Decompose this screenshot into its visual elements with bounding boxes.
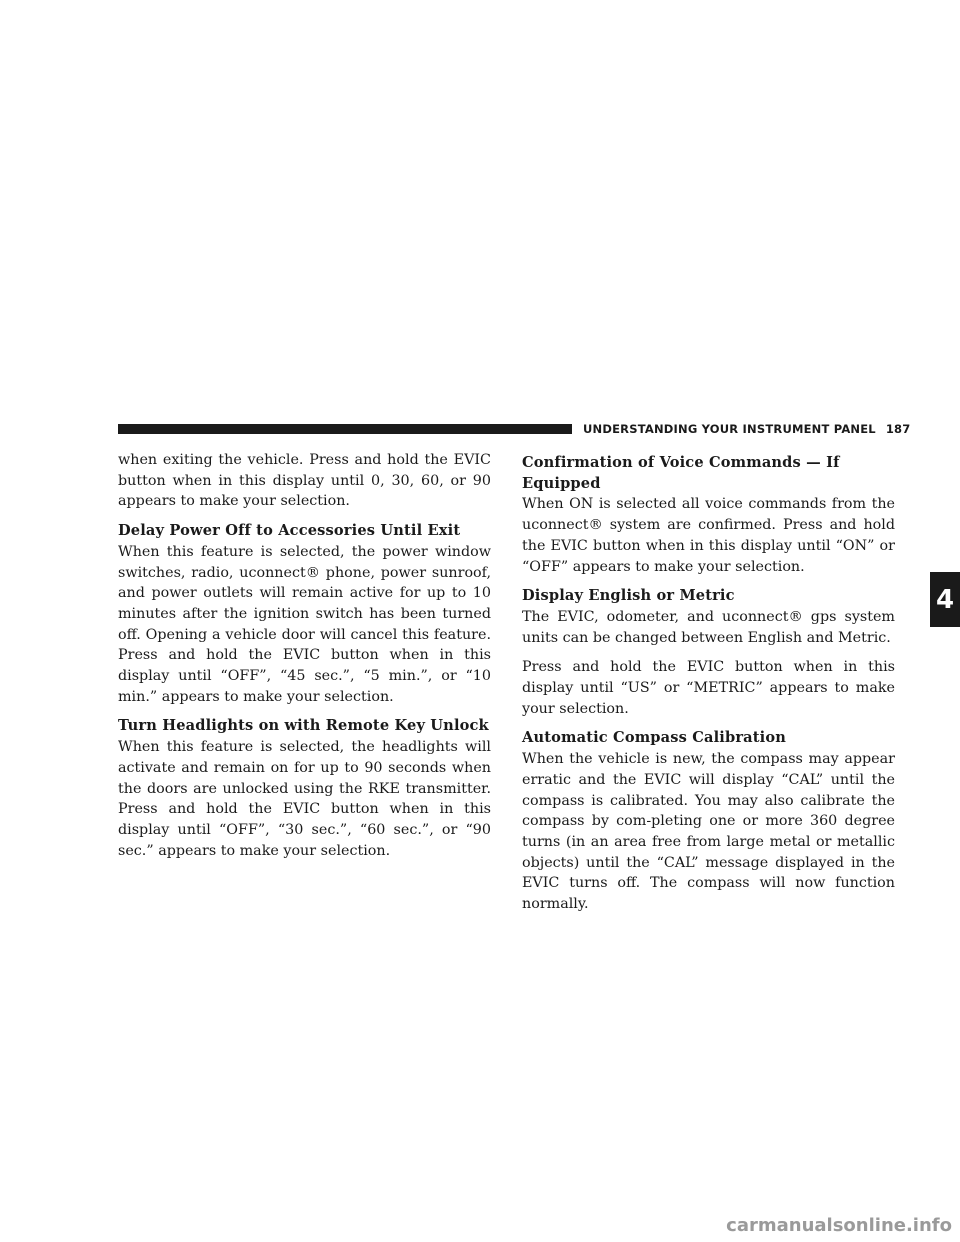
section-heading-english-metric: Display English or Metric [522, 587, 735, 605]
left-column [118, 450, 491, 870]
section-heading-delay-power-off: Delay Power Off to Accessories Until Exit [118, 522, 461, 540]
section-heading-headlights-remote-unlock: Turn Headlights on with Remote Key Unlock [118, 717, 489, 735]
paragraph: Press and hold the EVIC button when in this display until “US” or “METRIC” appears to make your selection. [522, 659, 895, 717]
section-heading-voice-confirmation: Confirmation of Voice Commands — If Equipped [522, 454, 840, 492]
paragraph: The EVIC, odometer, and uconnect® gps system units can be changed between English and Metric. [522, 608, 895, 646]
page-number: 187 [885, 422, 911, 436]
paragraph: When this feature is selected, the power window switches, radio, uconnect® phone, power sunroof, and power outlets will remain active for up to 10 minutes after the ignition switch has been turned off. Opening a vehicle door will cancel this feature. Press and hold the EVIC button when in this display until “OFF”, “45 sec.”, “5 min.”, or “10 min.” appears to make your selection. [118, 543, 491, 705]
paragraph: When this feature is selected, the headlights will activate and remain on for up to 90 seconds when the doors are unlocked using the RKE transmitter. Press and hold the EVIC button when in this display until “OFF”, “30 sec.”, “60 sec.”, or “90 sec.” appears to make your selection. [118, 739, 491, 859]
right-column [522, 450, 895, 924]
header-rule [118, 424, 572, 434]
watermark-link[interactable]: carmanualsonline.info [726, 1215, 952, 1236]
paragraph: when exiting the vehicle. Press and hold the EVIC button when in this display until 0, 30, 60, or 90 appears to make your selection. [118, 452, 491, 510]
paragraph: When the vehicle is new, the compass may appear erratic and the EVIC will display “CAL” until the compass is calibrated. You may also calibrate the compass by com-pleting one or more 360 degree turns (in an area free from large metal or metallic objects) until the “CAL” message displayed in the EVIC turns off. The compass will now function normally. [522, 751, 895, 913]
section-heading-compass-calibration: Automatic Compass Calibration [522, 729, 787, 747]
chapter-tab[interactable]: 4 [930, 572, 960, 627]
running-header [583, 422, 910, 436]
paragraph: When ON is selected all voice commands from the uconnect® system are confirmed. Press and hold the EVIC button when in this display until “ON” or “OFF” appears to make your selection. [522, 496, 895, 575]
header-title: UNDERSTANDING YOUR INSTRUMENT PANEL [583, 422, 876, 436]
